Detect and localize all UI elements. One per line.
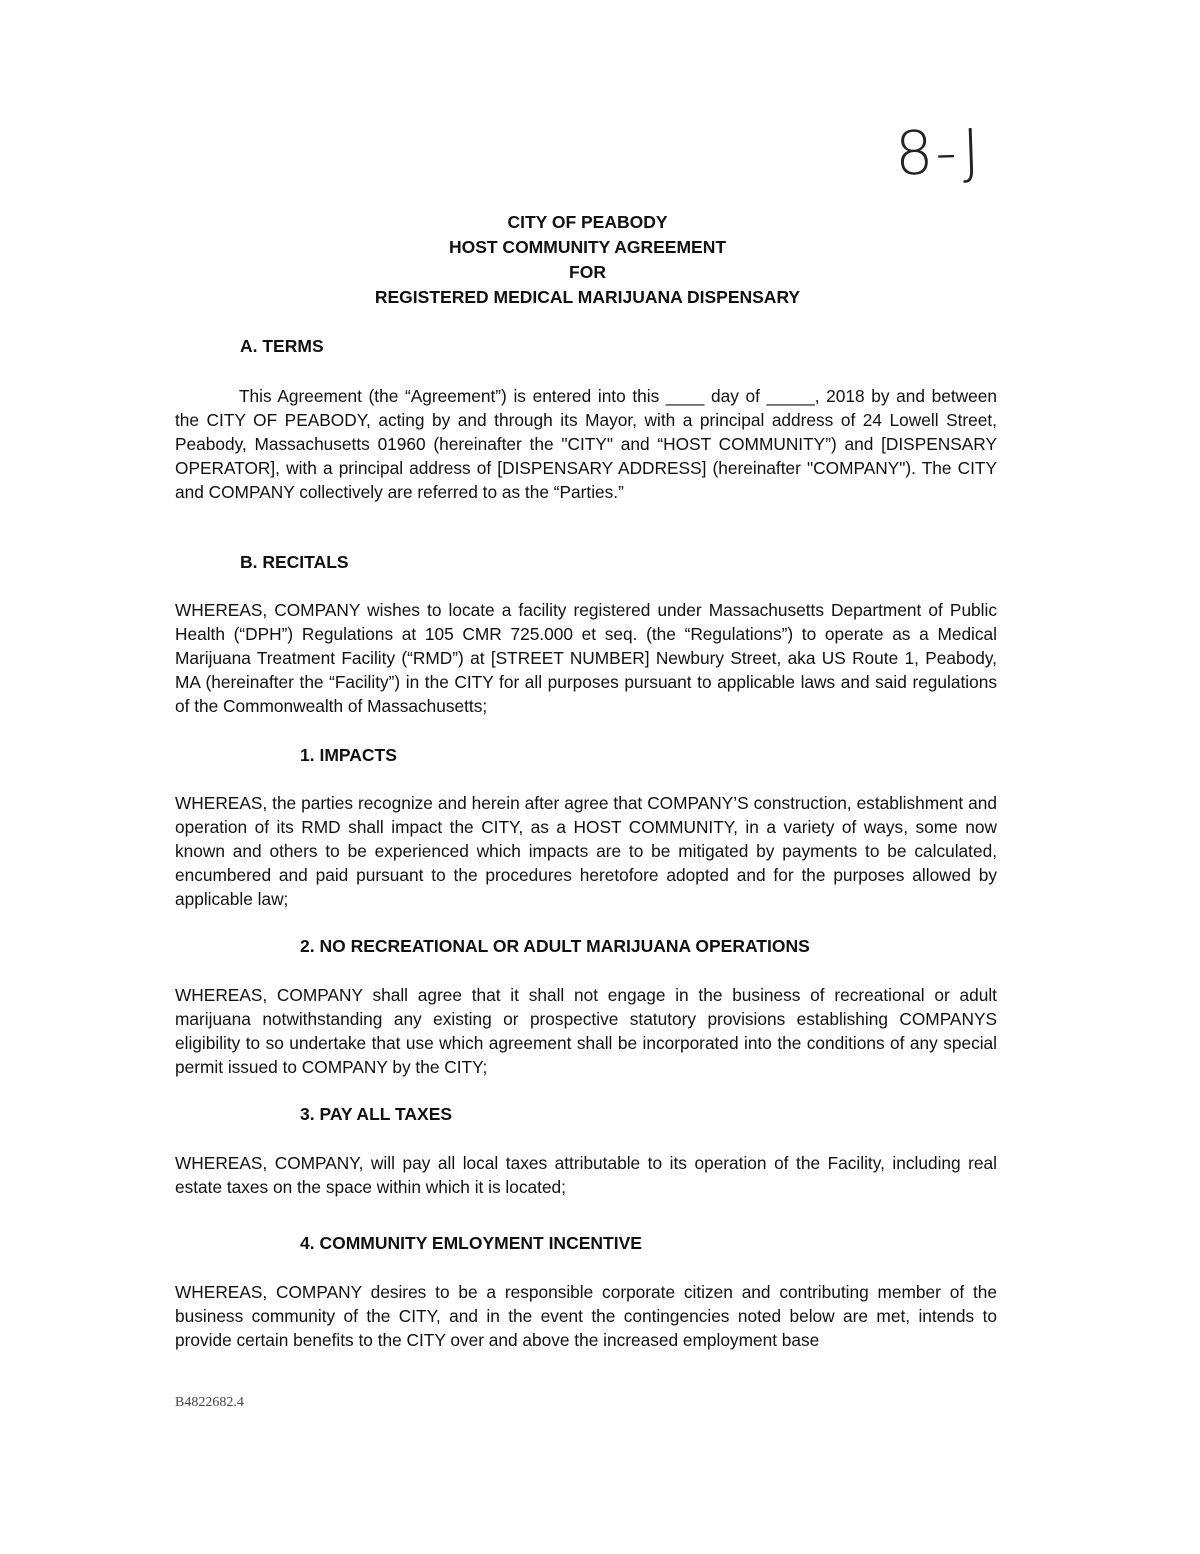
- section-heading-no-recreational: 2. NO RECREATIONAL OR ADULT MARIJUANA OPERATIONS: [300, 936, 810, 956]
- taxes-paragraph: WHEREAS, COMPANY, will pay all local taxes attributable to its operation of the Facility, including real estate taxes on the space within which it is located;: [175, 1153, 997, 1197]
- recitals-paragraph: WHEREAS, COMPANY wishes to locate a facility registered under Massachusetts Department of Public Health (“DPH”) Regulations at 105 CMR 725.000 et seq. (the “Regulations”) to operate as a Medical Marijuana Treatment Facility (“RMD”) at [STREET NUMBER] Newbury Street, aka US Route 1, Peabody, MA (hereinafter the “Facility”) in the CITY for all purposes pursuant to applicable laws and said regulations of the Commonwealth of Massachusetts;: [175, 600, 997, 716]
- section-heading-taxes: 3. PAY ALL TAXES: [300, 1104, 453, 1124]
- title-line-agreement: HOST COMMUNITY AGREEMENT: [448, 237, 727, 257]
- no-recreational-paragraph: WHEREAS, COMPANY shall agree that it shall not engage in the business of recreational or adult marijuana notwithstanding any existing or prospective statutory provisions establishing COMPANYS eligibility to so undertake that use which agreement shall be incorporated into the conditions of any special permit issued to COMPANY by the CITY;: [175, 985, 997, 1077]
- document-code: B4822682.4: [175, 1395, 244, 1410]
- handwritten-stamp: 8-J: [893, 116, 984, 190]
- title-line-for: FOR: [569, 262, 606, 282]
- section-heading-terms: A. TERMS: [240, 336, 324, 356]
- section-heading-recitals: B. RECITALS: [240, 552, 349, 572]
- title-line-city: CITY OF PEABODY: [507, 212, 668, 232]
- section-heading-impacts: 1. IMPACTS: [300, 745, 397, 765]
- impacts-paragraph: WHEREAS, the parties recognize and herein after agree that COMPANY’S construction, establishment and operation of its RMD shall impact the CITY, as a HOST COMMUNITY, in a variety of ways, some now known and others to be experienced which impacts are to be mitigated by payments to be calculated, encumbered and paid pursuant to the procedures heretofore adopted and for the purposes allowed by applicable law;: [175, 793, 997, 909]
- employment-paragraph: WHEREAS, COMPANY desires to be a responsible corporate citizen and contributing member of the business community of the CITY, and in the event the contingencies noted below are met, intends to provide certain benefits to the CITY over and above the increased employment base: [175, 1282, 997, 1350]
- terms-paragraph: This Agreement (the “Agreement”) is entered into this ____ day of _____, 2018 by and between the CITY OF PEABODY, acting by and through its Mayor, with a principal address of 24 Lowell Street, Peabody, Massachusetts 01960 (hereinafter the "CITY" and “HOST COMMUNITY”) and [DISPENSARY OPERATOR], with a principal address of [DISPENSARY ADDRESS] (hereinafter "COMPANY"). The CITY and COMPANY collectively are referred to as the “Parties.”: [175, 386, 997, 502]
- document-title: [0, 210, 1175, 310]
- section-heading-employment: 4. COMMUNITY EMLOYMENT INCENTIVE: [300, 1233, 642, 1253]
- title-line-dispensary: REGISTERED MEDICAL MARIJUANA DISPENSARY: [374, 287, 801, 307]
